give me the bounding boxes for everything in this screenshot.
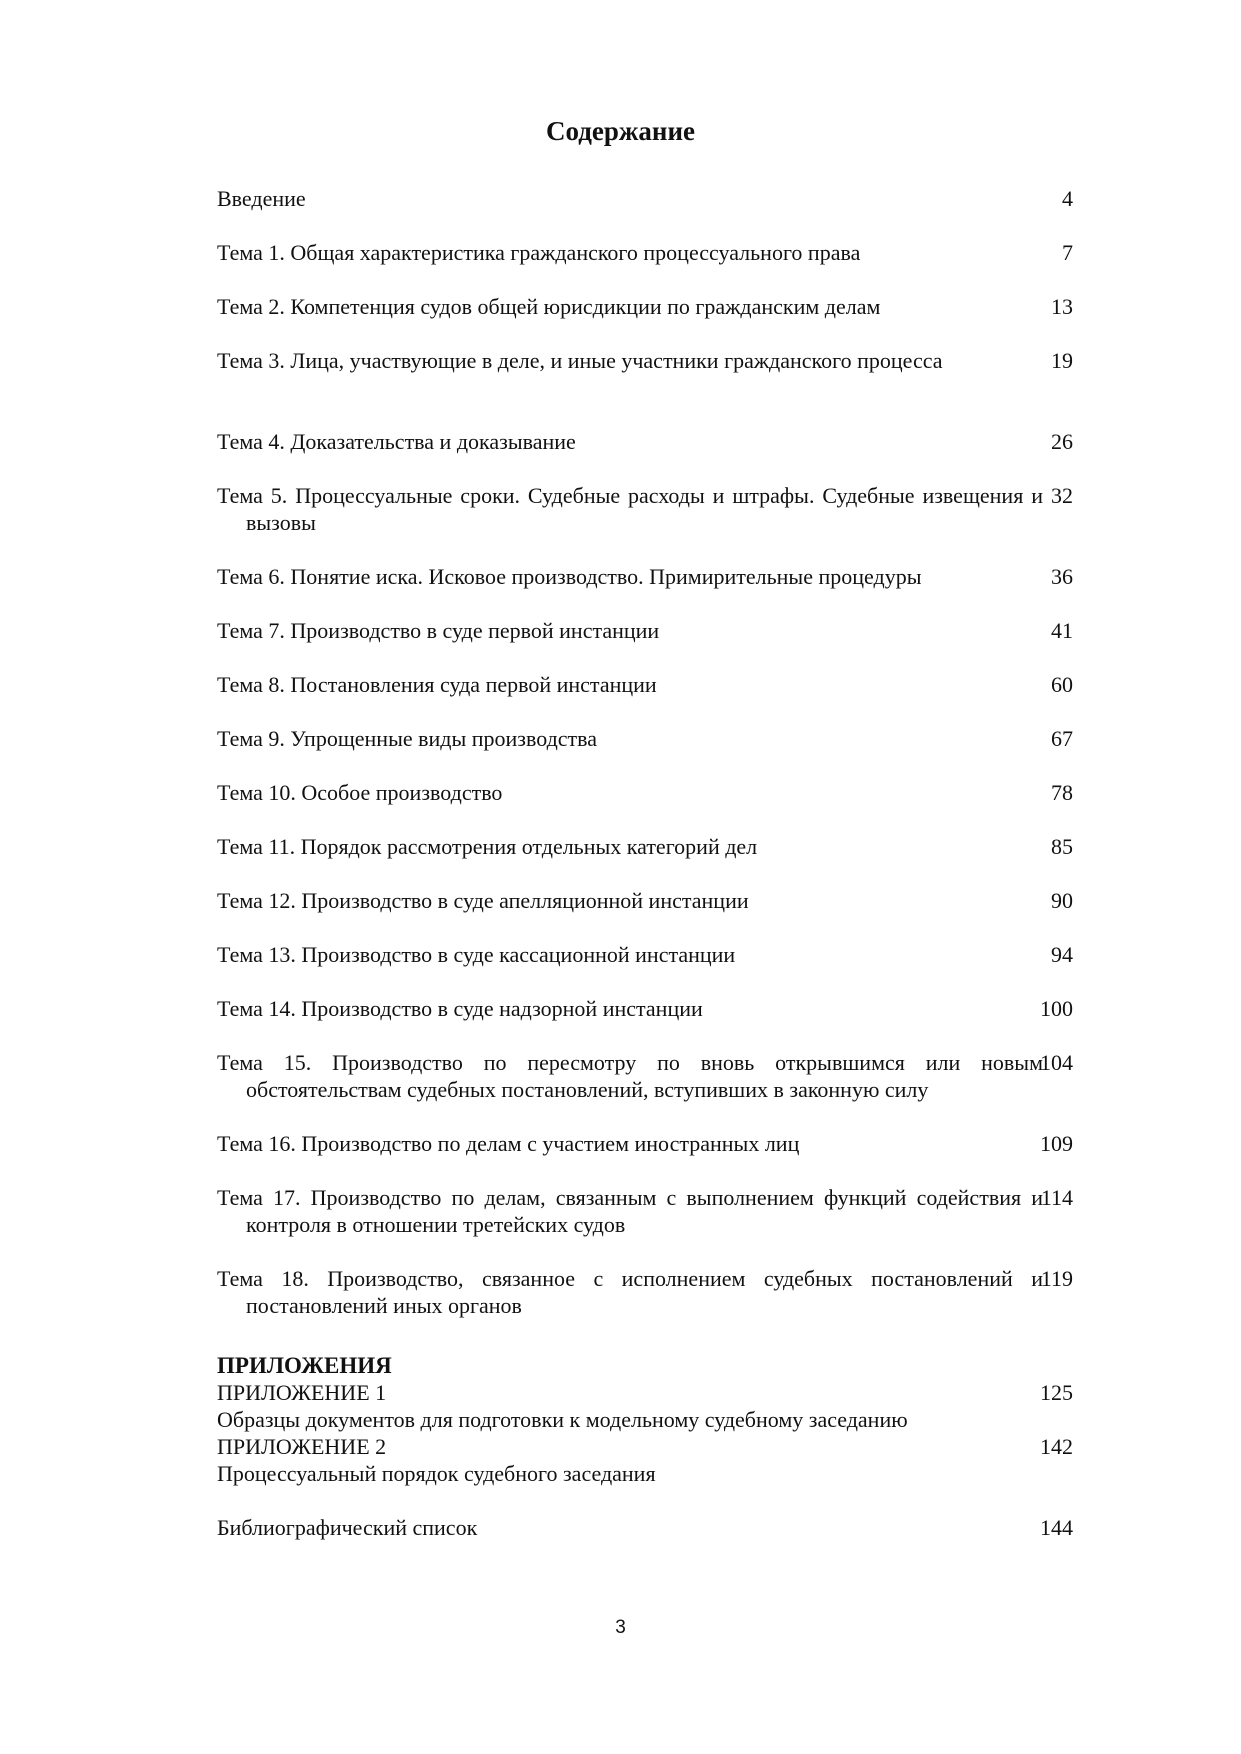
toc-entry-text: Тема 1. Общая характеристика гражданского процессуального права [217,240,861,265]
bibliography-row [217,1514,1073,1541]
toc-entry [217,347,1073,374]
toc-entry-text: Тема 9. Упрощенные виды производства [217,726,598,751]
page-number: 3 [615,1617,626,1638]
toc-entry-text: Тема 6. Понятие иска. Исковое производство. Примирительные процедуры [217,564,922,589]
toc-entry-page: 4 [1062,186,1073,211]
toc-entry-text: Тема 3. Лица, участвующие в деле, и иные участники гражданского процесса [217,348,943,373]
toc-entry-page: 60 [1051,672,1073,697]
toc-entry [217,833,1073,860]
toc-entry-text: Тема 16. Производство по делам с участием иностранных лиц [217,1131,800,1156]
toc-entry-text: Тема 4. Доказательства и доказывание [217,429,576,454]
toc-entry-page: 119 [1040,1266,1073,1291]
appendix-description: Процессуальный порядок судебного заседания [217,1461,656,1486]
bibliography-page: 144 [1040,1515,1073,1540]
toc-entry [217,941,1073,968]
toc-entry-page: 36 [1051,564,1073,589]
toc-entry [217,239,1073,266]
toc-entry-page: 90 [1051,888,1073,913]
toc-entry-text: Тема 15. Производство по пересмотру по вновь открывшимся или новым обстоятельствам судебных постановлений, вступивших в законную силу [217,1050,1043,1102]
toc-entry-text: Тема 13. Производство в суде кассационной инстанции [217,942,736,967]
toc-entry-page: 104 [1040,1050,1073,1075]
toc-entry-text: Тема 11. Порядок рассмотрения отдельных категорий дел [217,834,758,859]
toc-entry [217,563,1073,590]
appendix-label-row [217,1433,1073,1460]
toc-entry-text: Тема 18. Производство, связанное с исполнением судебных постановлений и постановлений иных органов [217,1266,1043,1318]
toc-entry-page: 114 [1040,1185,1073,1210]
toc-entry-text: Тема 8. Постановления суда первой инстанции [217,672,657,697]
appendix-label: ПРИЛОЖЕНИЕ 2 [217,1434,387,1459]
toc-entry-page: 100 [1040,996,1073,1021]
appendices-heading: ПРИЛОЖЕНИЯ [217,1353,392,1378]
toc-entry [217,1265,1073,1319]
appendix-description-row [217,1460,1073,1487]
bibliography-text: Библиографический список [217,1515,478,1540]
page-title: Содержание [545,116,696,146]
toc-entry-page: 85 [1051,834,1073,859]
toc-entry [217,671,1073,698]
toc-entry-page: 7 [1062,240,1073,265]
toc-entry [217,1184,1073,1238]
toc-entry-page: 19 [1051,348,1073,373]
toc-entry-text: Тема 2. Компетенция судов общей юрисдикции по гражданским делам [217,294,881,319]
appendix-label: ПРИЛОЖЕНИЕ 1 [217,1380,387,1405]
toc-entry-text: Введение [217,186,306,211]
toc-entry [217,482,1073,536]
appendix-description-row [217,1406,1073,1433]
toc-entry [217,428,1073,455]
toc-entry-page: 26 [1051,429,1073,454]
toc-entry-page: 13 [1051,294,1073,319]
toc-entry [217,1130,1073,1157]
toc-entry-page: 94 [1051,942,1073,967]
toc-entry [217,617,1073,644]
toc-entry-text: Тема 10. Особое производство [217,780,503,805]
toc-entry-page: 41 [1051,618,1073,643]
toc-entry-text: Тема 14. Производство в суде надзорной инстанции [217,996,703,1021]
toc-entry-page: 109 [1040,1131,1073,1156]
toc-entry [217,887,1073,914]
appendix-description: Образцы документов для подготовки к модельному судебному заседанию [217,1407,908,1432]
toc-entry [217,185,1073,212]
toc-entry [217,725,1073,752]
toc-entry-text: Тема 12. Производство в суде апелляционной инстанции [217,888,749,913]
toc-entry [217,1049,1073,1103]
toc-entry [217,293,1073,320]
appendix-page: 125 [1040,1380,1073,1405]
toc-entry-text: Тема 17. Производство по делам, связанным с выполнением функций содействия и контроля в отношении третейских судов [217,1185,1043,1237]
appendix-label-row [217,1379,1073,1406]
toc-entry [217,779,1073,806]
toc-entry-page: 67 [1051,726,1073,751]
toc-entry-page: 32 [1051,483,1073,508]
toc-entry-text: Тема 5. Процессуальные сроки. Судебные расходы и штрафы. Судебные извещения и вызовы [217,483,1043,535]
appendix-page: 142 [1040,1434,1073,1459]
toc-entry [217,995,1073,1022]
toc-entry-text: Тема 7. Производство в суде первой инстанции [217,618,660,643]
toc-entry-page: 78 [1051,780,1073,805]
